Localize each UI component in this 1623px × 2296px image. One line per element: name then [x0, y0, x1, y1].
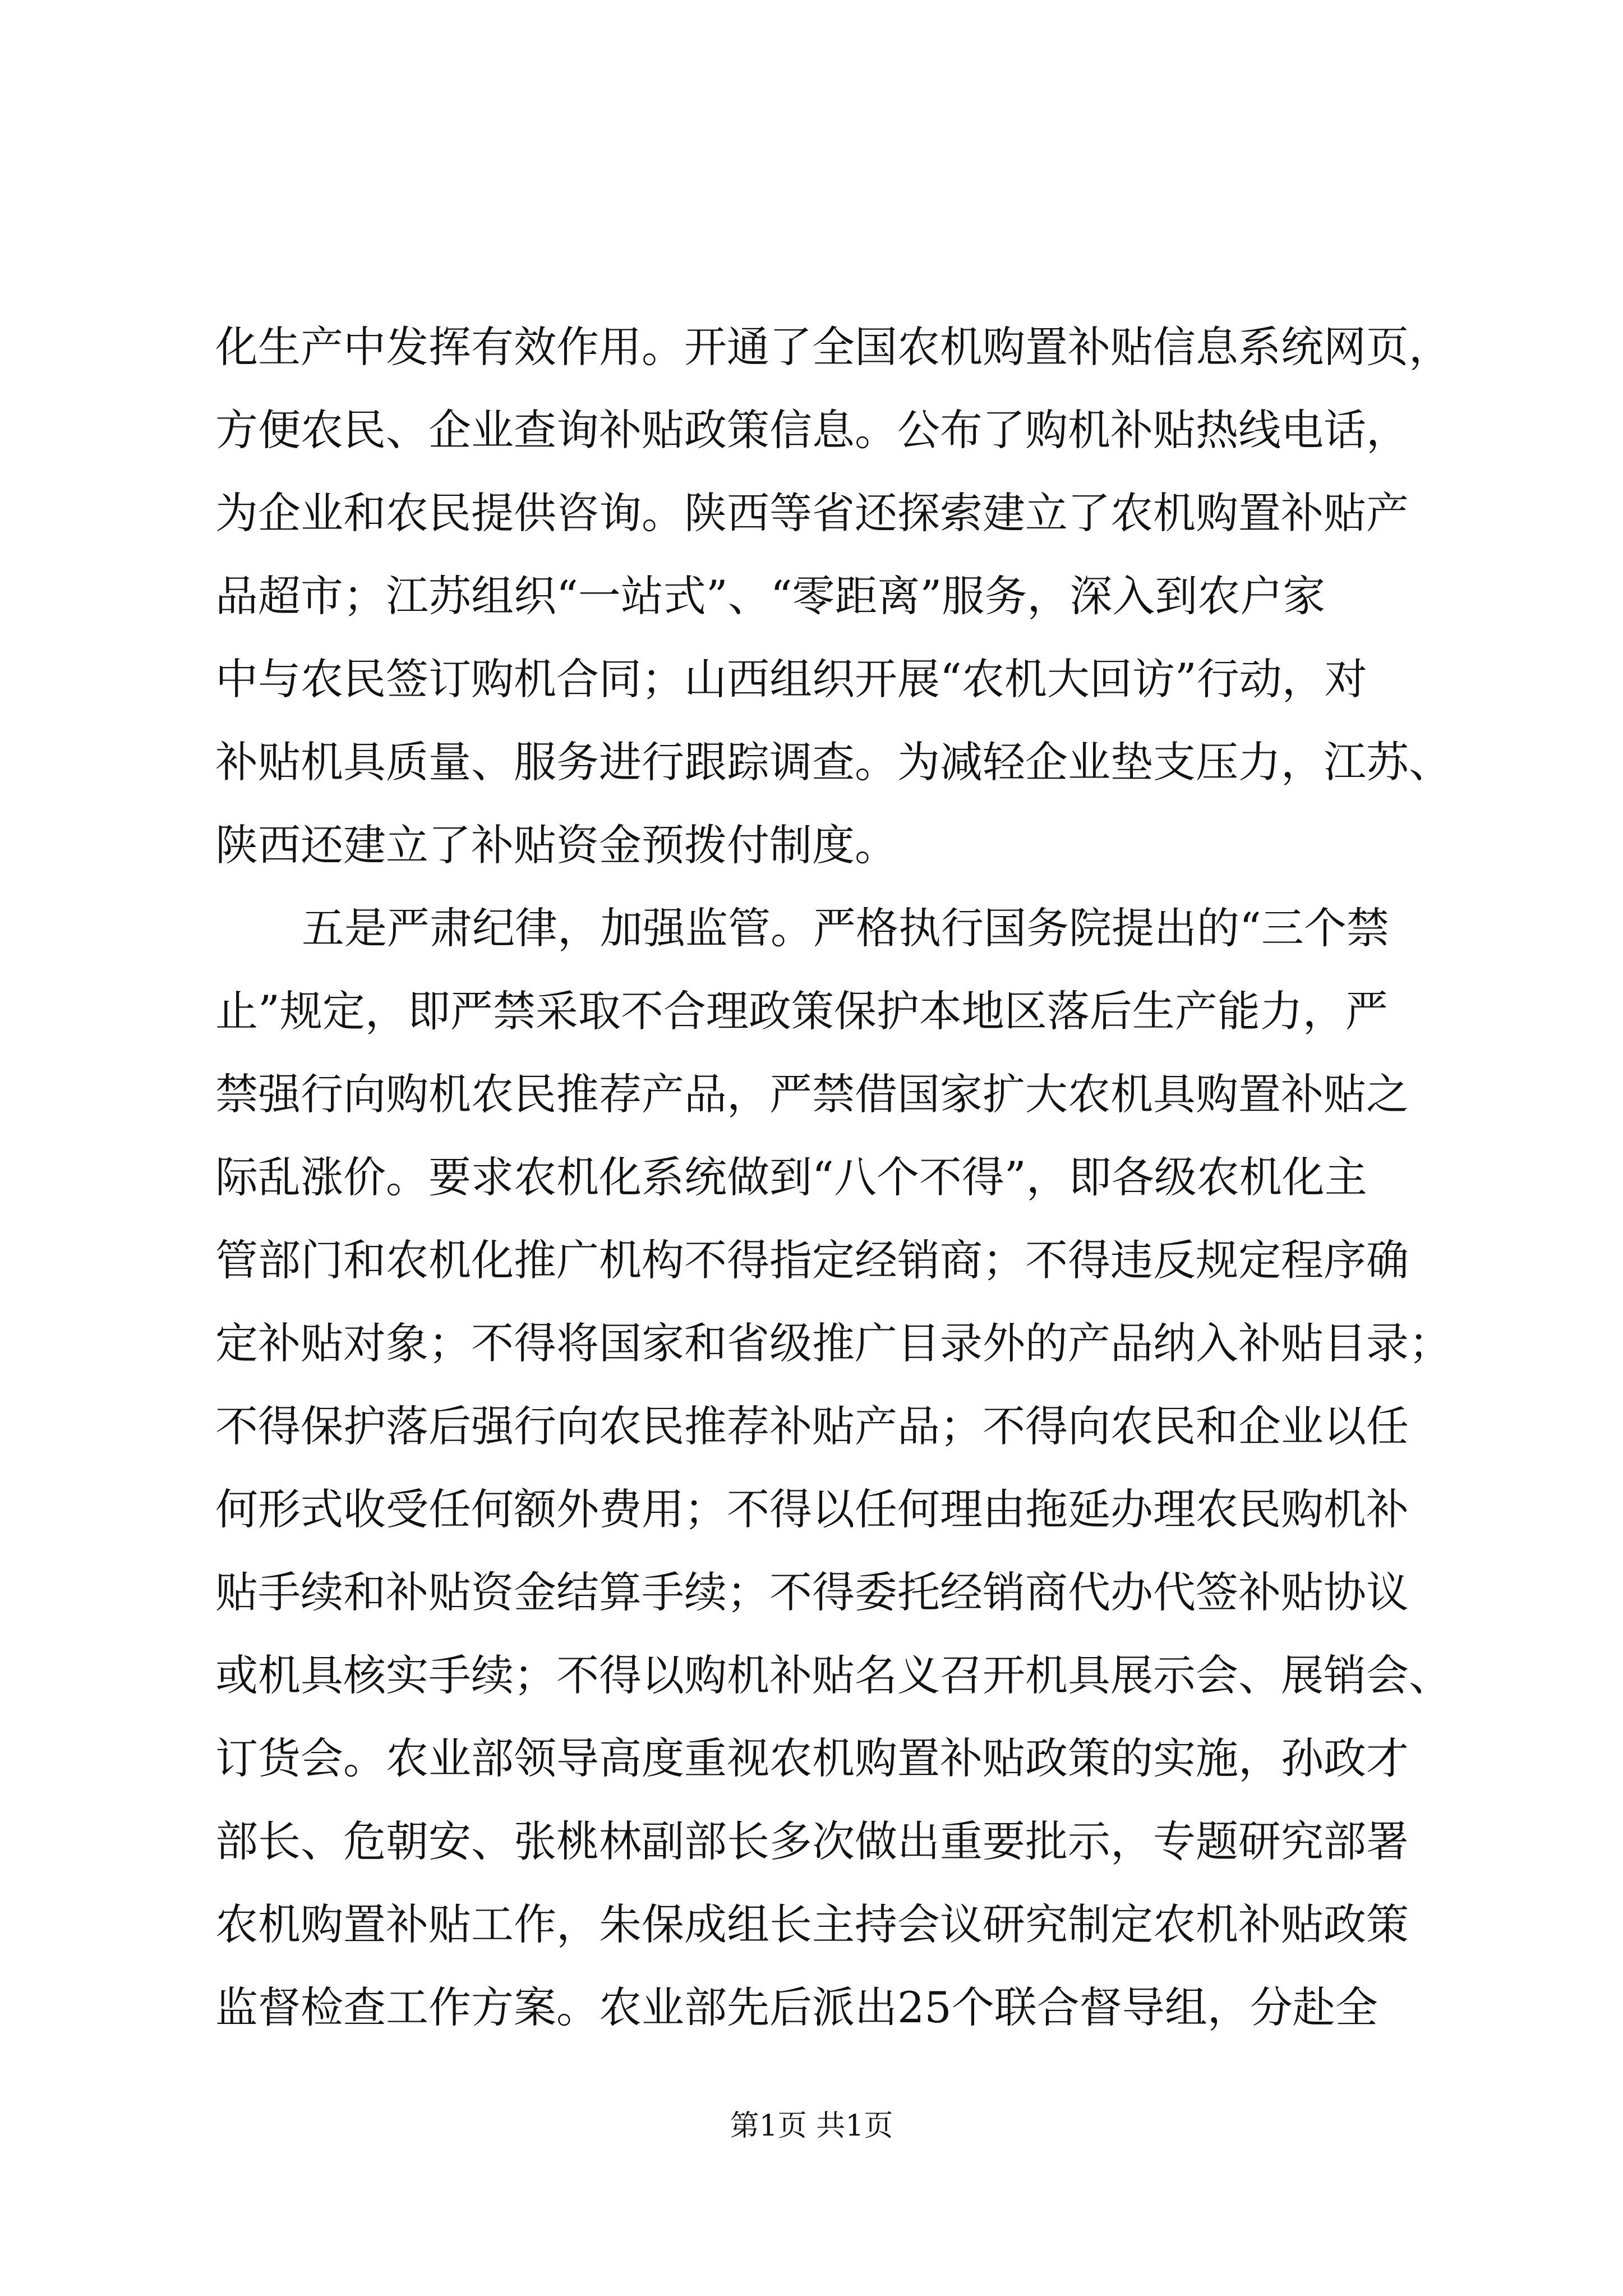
- text-line: 订货会。农业部领导高度重视农机购置补贴政策的实施，孙政才: [215, 1733, 1409, 1783]
- text-line: 方便农民、企业查询补贴政策信息。公布了购机补贴热线电话，: [215, 405, 1409, 455]
- text-line: 中与农民签订购机合同；山西组织开展“农机大回访”行动，对: [215, 654, 1367, 704]
- text-line: 补贴机具质量、服务进行跟踪调查。为减轻企业垫支压力，江苏、: [215, 737, 1451, 787]
- text-line: 部长、危朝安、张桃林副部长多次做出重要批示，专题研究部署: [215, 1816, 1409, 1866]
- text-line: 监督检查工作方案。农业部先后派出25个联合督导组，分赴全: [215, 1982, 1378, 2032]
- paragraph-first-line: 五是严肃纪律，加强监管。严格执行国务院提出的“三个禁: [302, 903, 1389, 953]
- text-line: 管部门和农机化推广机构不得指定经销商；不得违反规定程序确: [215, 1235, 1409, 1285]
- text-line: 农机购置补贴工作，朱保成组长主持会议研究制定农机补贴政策: [215, 1899, 1409, 1949]
- text-line: 不得保护落后强行向农民推荐补贴产品；不得向农民和企业以任: [215, 1401, 1409, 1451]
- text-line: 贴手续和补贴资金结算手续；不得委托经销商代办代签补贴协议: [215, 1567, 1409, 1617]
- page-number-label: 第1页 共1页: [730, 2109, 893, 2143]
- text-line: 为企业和农民提供咨询。陕西等省还探索建立了农机购置补贴产: [215, 488, 1409, 538]
- text-line: 禁强行向购机农民推荐产品，严禁借国家扩大农机具购置补贴之: [215, 1069, 1409, 1119]
- text-line: 何形式收受任何额外费用；不得以任何理由拖延办理农民购机补: [215, 1484, 1409, 1534]
- text-line: 际乱涨价。要求农机化系统做到“八个不得”，即各级农机化主: [215, 1152, 1367, 1202]
- text-line: 品超市；江苏组织“一站式”、“零距离”服务，深入到农户家: [215, 571, 1326, 621]
- page-footer: [0, 2106, 1623, 2146]
- body-text: [215, 306, 1451, 2049]
- text-line: 止”规定，即严禁采取不合理政策保护本地区落后生产能力，严: [215, 986, 1388, 1036]
- text-line: 化生产中发挥有效作用。开通了全国农机购置补贴信息系统网页，: [215, 322, 1451, 372]
- text-line: 陕西还建立了补贴资金预拨付制度。: [215, 820, 897, 870]
- text-line: 或机具核实手续；不得以购机补贴名义召开机具展示会、展销会、: [215, 1650, 1451, 1700]
- text-line: 定补贴对象；不得将国家和省级推广目录外的产品纳入补贴目录；: [215, 1318, 1451, 1368]
